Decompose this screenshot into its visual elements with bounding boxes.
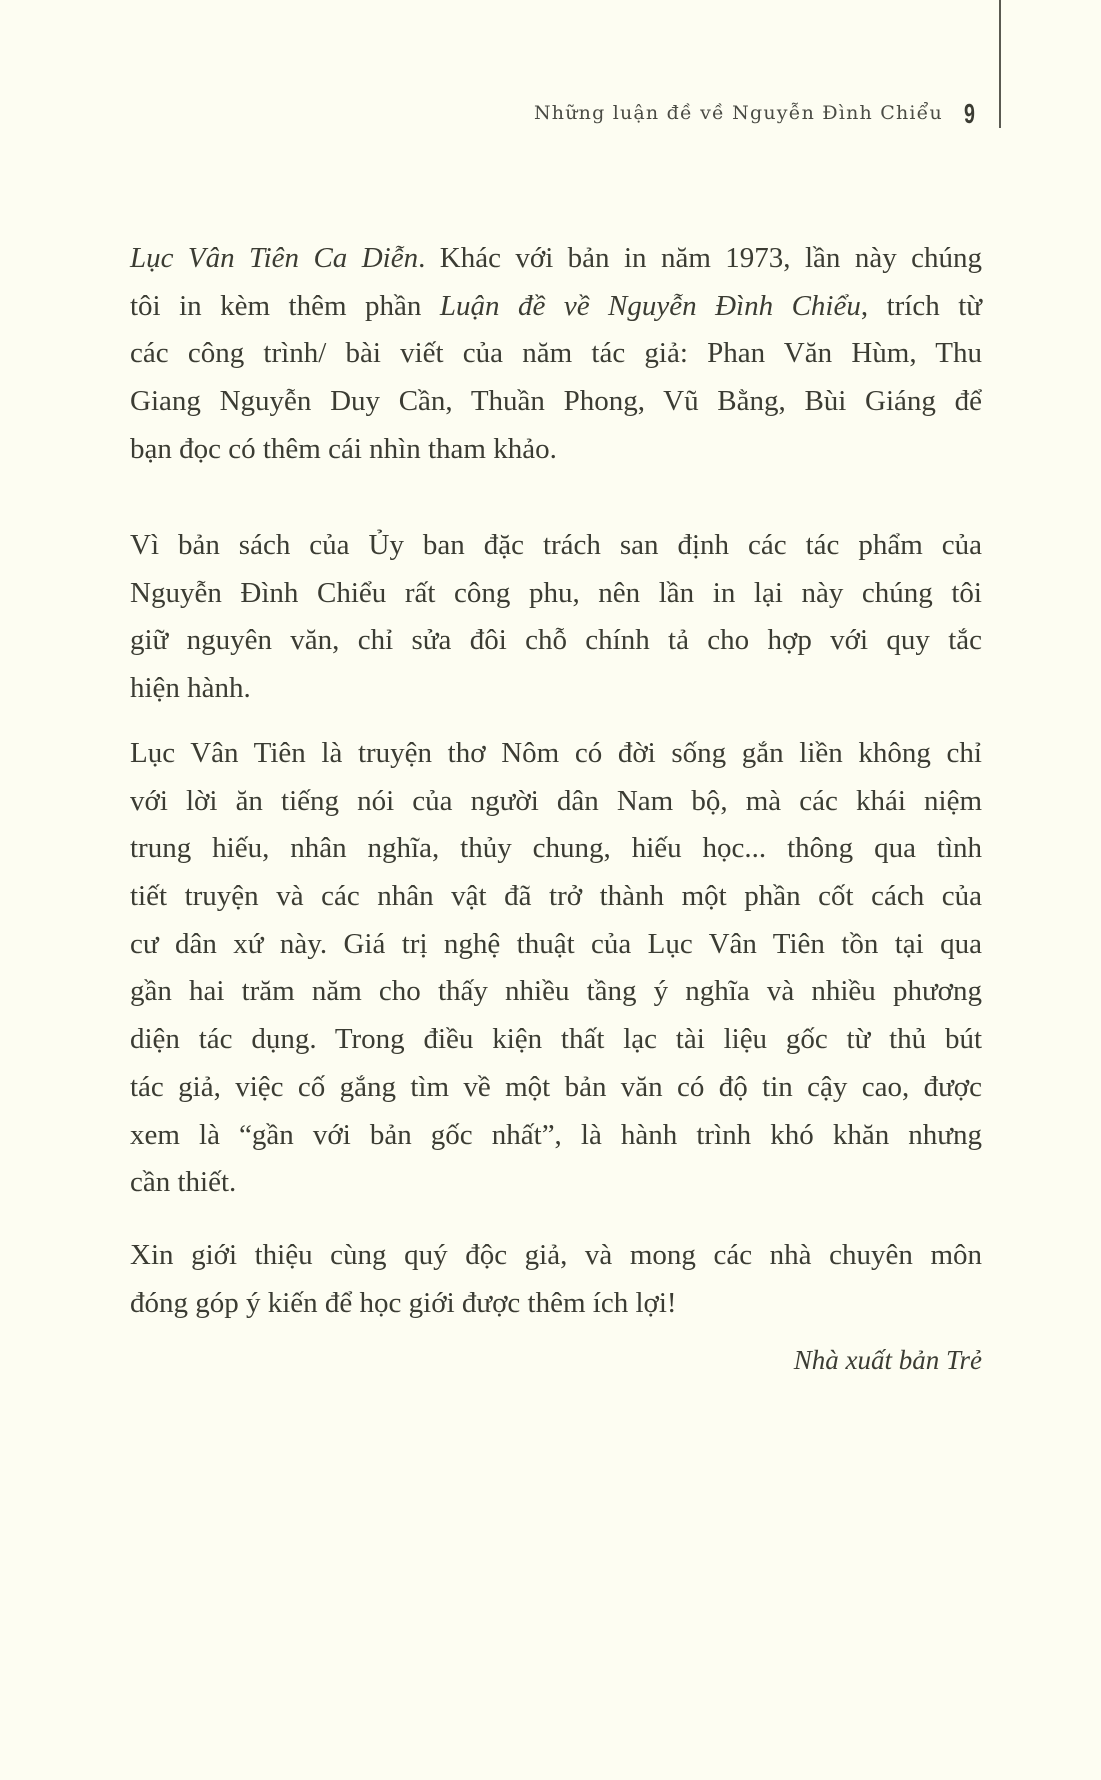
text-line bbox=[130, 665, 982, 713]
paragraph bbox=[130, 522, 982, 713]
text-segment: cần thiết. bbox=[130, 1166, 237, 1199]
text-segment: Lục Vân Tiên là truyện thơ Nôm có đời sống gắn liền không chỉ bbox=[130, 737, 982, 769]
text-segment: tác giả, việc cố gắng tìm về một bản văn có độ tin cậy cao, được bbox=[130, 1070, 982, 1103]
margin-rule bbox=[999, 0, 1001, 128]
text-line bbox=[130, 825, 982, 873]
text-line bbox=[130, 730, 982, 778]
text-line bbox=[130, 1112, 982, 1160]
text-line bbox=[130, 378, 982, 426]
text-segment: tôi in kèm thêm phần bbox=[130, 289, 440, 322]
text-line bbox=[130, 1064, 982, 1112]
page-number: 9 bbox=[964, 98, 975, 129]
text-line bbox=[130, 426, 982, 474]
italic-title-text: Luận đề về Nguyễn Đình Chiểu bbox=[439, 289, 861, 322]
text-line bbox=[130, 570, 982, 618]
text-segment: trung hiếu, nhân nghĩa, thủy chung, hiếu học... thông qua tình bbox=[130, 832, 982, 865]
text-line bbox=[130, 968, 982, 1016]
text-segment: đóng góp ý kiến để học giới được thêm ích lợi! bbox=[130, 1286, 677, 1319]
text-line bbox=[130, 1016, 982, 1064]
text-segment: các công trình/ bài viết của năm tác giả: Phan Văn Hùm, Thu bbox=[130, 337, 982, 370]
text-line bbox=[130, 778, 982, 826]
text-segment: Vì bản sách của Ủy ban đặc trách san định các tác phẩm của bbox=[130, 529, 982, 561]
text-segment: Xin giới thiệu cùng quý độc giả, và mong các nhà chuyên môn bbox=[130, 1239, 982, 1271]
text-line bbox=[130, 1280, 982, 1328]
text-segment: Giang Nguyễn Duy Cần, Thuần Phong, Vũ Bằng, Bùi Giáng để bbox=[130, 385, 982, 418]
paragraph bbox=[130, 235, 982, 473]
paragraph bbox=[130, 730, 982, 1207]
text-segment: cư dân xứ này. Giá trị nghệ thuật của Lục Vân Tiên tồn tại qua bbox=[130, 927, 982, 960]
text-segment: . Khác với bản in năm 1973, lần này chúng bbox=[418, 242, 982, 274]
text-segment: xem là “gần với bản gốc nhất”, là hành trình khó khăn nhưng bbox=[130, 1118, 982, 1151]
text-segment: giữ nguyên văn, chỉ sửa đôi chỗ chính tả cho hợp với quy tắc bbox=[130, 624, 982, 657]
text-line bbox=[130, 522, 982, 570]
running-title: Những luận đề về Nguyễn Đình Chiểu bbox=[533, 102, 943, 124]
text-line bbox=[130, 235, 982, 283]
text-segment: gần hai trăm năm cho thấy nhiều tầng ý nghĩa và nhiều phương bbox=[130, 975, 982, 1008]
paragraph bbox=[130, 1232, 982, 1327]
text-segment: Nguyễn Đình Chiểu rất công phu, nên lần in lại này chúng tôi bbox=[130, 576, 982, 609]
publisher-signature: Nhà xuất bản Trẻ bbox=[793, 1345, 982, 1375]
text-line bbox=[130, 1232, 982, 1280]
text-segment: , trích từ bbox=[860, 289, 982, 322]
text-line bbox=[130, 921, 982, 969]
text-line bbox=[130, 873, 982, 921]
text-segment: với lời ăn tiếng nói của người dân Nam bộ, mà các khái niệm bbox=[130, 784, 982, 817]
text-segment: tiết truyện và các nhân vật đã trở thành một phần cốt cách của bbox=[130, 880, 982, 913]
text-line bbox=[130, 330, 982, 378]
text-segment: hiện hành. bbox=[130, 672, 251, 705]
italic-title-text: Lục Vân Tiên Ca Diễn bbox=[130, 242, 419, 274]
text-line bbox=[130, 283, 982, 331]
text-line bbox=[130, 1159, 982, 1207]
text-segment: diện tác dụng. Trong điều kiện thất lạc tài liệu gốc từ thủ bút bbox=[130, 1023, 982, 1056]
text-line bbox=[130, 617, 982, 665]
text-segment: bạn đọc có thêm cái nhìn tham khảo. bbox=[130, 432, 557, 465]
